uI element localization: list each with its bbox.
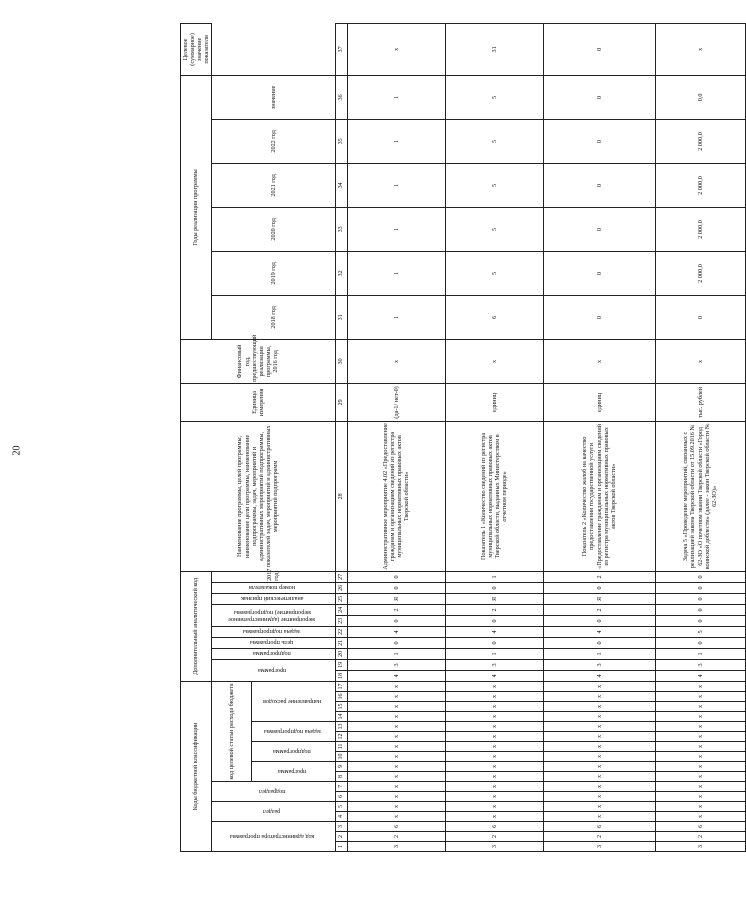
code-cell: x — [445, 792, 543, 802]
column-number: 20 — [335, 648, 347, 659]
row-year-value: 0 — [543, 119, 655, 163]
code-cell: 6 — [445, 822, 543, 832]
row-unit: единиц — [445, 383, 543, 421]
page-number: 20 — [11, 445, 23, 456]
code-cell: x — [445, 802, 543, 812]
code-cell: 0 — [445, 637, 543, 648]
row-fin-year: x — [655, 339, 745, 383]
column-number: 24 — [335, 604, 347, 615]
expense-direction-header: направление расходов — [252, 681, 335, 721]
row-year-value: 2 000,0 — [655, 207, 745, 251]
row-name: Административное мероприятие 4.02 «Предоставление гражданам и организациям сведений из регистра муниципальных нормативных правовых актов Тверской области» — [347, 421, 445, 571]
code-cell: x — [347, 732, 445, 742]
code-cell: 0 — [543, 582, 655, 593]
extra-indicator-header: номер показателя — [211, 582, 335, 593]
year-2019-header: 2019 год — [211, 251, 335, 295]
code-cell: 0 — [543, 615, 655, 626]
code-cell: 0 — [655, 582, 745, 593]
code-cell: x — [347, 802, 445, 812]
extra-subprogram-header: подпрограмма — [211, 648, 335, 659]
code-cell: x — [655, 752, 745, 762]
code-cell: x — [543, 742, 655, 752]
row-year-value: 0 — [655, 295, 745, 339]
code-cell: x — [543, 752, 655, 762]
code-cell: 1 — [445, 571, 543, 582]
column-number: 2 — [335, 832, 347, 842]
column-number: 10 — [335, 752, 347, 762]
column-number: 26 — [335, 582, 347, 593]
code-cell: 0 — [445, 582, 543, 593]
code-cell: x — [347, 692, 445, 702]
code-cell: 0 — [347, 582, 445, 593]
code-cell: x — [347, 752, 445, 762]
code-cell: 0 — [655, 637, 745, 648]
code-cell: x — [445, 762, 543, 772]
code-cell: x — [347, 702, 445, 712]
column-number: 6 — [335, 792, 347, 802]
years-header: Годы реализации программы — [181, 75, 212, 339]
code-cell: 1 — [655, 648, 745, 659]
code-cell: x — [445, 772, 543, 782]
extra-program-header: программа — [211, 659, 335, 681]
column-number: 31 — [335, 295, 347, 339]
column-number: 37 — [335, 23, 347, 75]
code-cell: x — [347, 812, 445, 822]
code-cell: 2 — [347, 604, 445, 615]
code-cell: x — [543, 802, 655, 812]
extra-code-header: Дополнительный аналитический код — [181, 571, 212, 681]
code-cell: 2 — [445, 604, 543, 615]
column-number: 4 — [335, 812, 347, 822]
extra-event-header: мероприятие (административное мероприятие) подпрограммы — [211, 604, 335, 626]
code-cell: x — [543, 792, 655, 802]
row-target: x — [655, 23, 745, 75]
code-cell: 3 — [445, 842, 543, 852]
table-row — [543, 23, 655, 851]
code-cell: 2 — [543, 832, 655, 842]
row-year-value: 2 000,0 — [655, 119, 745, 163]
code-cell: Я — [543, 593, 655, 604]
code-cell: 2 — [655, 832, 745, 842]
column-number: 15 — [335, 702, 347, 712]
subprogram-task-code-header: задача подпрограммы — [252, 722, 335, 742]
code-cell: 4 — [543, 626, 655, 637]
code-cell: 0 — [655, 604, 745, 615]
code-cell: 0 — [347, 571, 445, 582]
row-year-value: 5 — [445, 119, 543, 163]
code-cell: 4 — [655, 670, 745, 681]
rotated-table-frame — [180, 33, 740, 852]
extra-goal-header: цель программы — [211, 637, 335, 648]
target-column-header: Целевое (суммарное) значение показателя — [181, 23, 212, 75]
code-cell: x — [347, 782, 445, 792]
code-cell: 4 — [543, 670, 655, 681]
code-cell: 0 — [347, 615, 445, 626]
year-2022-header: 2022 год — [211, 119, 335, 163]
code-cell: x — [655, 812, 745, 822]
row-fin-year: x — [543, 339, 655, 383]
code-cell: x — [445, 722, 543, 732]
table-row — [347, 23, 445, 851]
row-fin-year: x — [347, 339, 445, 383]
extra-task-header: задача подпрограммы — [211, 626, 335, 637]
column-number: 22 — [335, 626, 347, 637]
row-unit: единиц — [543, 383, 655, 421]
code-cell: 6 — [347, 822, 445, 832]
column-number: 1 — [335, 842, 347, 852]
code-cell: x — [347, 742, 445, 752]
code-cell: x — [655, 762, 745, 772]
code-cell: x — [347, 681, 445, 691]
subprogram-code-header: подпрограмма — [252, 742, 335, 762]
column-number: 9 — [335, 762, 347, 772]
code-cell: x — [655, 732, 745, 742]
code-cell: x — [655, 802, 745, 812]
code-cell: 3 — [347, 659, 445, 670]
code-cell: x — [543, 762, 655, 772]
table-row — [445, 23, 543, 851]
row-year-value: 1 — [347, 207, 445, 251]
column-numbers-row — [335, 23, 347, 851]
row-year-value: 6 — [445, 295, 543, 339]
code-cell: x — [655, 772, 745, 782]
code-cell: 5 — [655, 626, 745, 637]
code-cell: 0 — [655, 593, 745, 604]
fin-year-column-header: Финансовый год, предшествующий реализации программы, 2016 год — [181, 339, 336, 383]
code-cell: x — [655, 792, 745, 802]
budget-codes-header: Коды бюджетной классификации — [181, 681, 212, 851]
code-cell: 3 — [655, 842, 745, 852]
code-cell: x — [543, 712, 655, 722]
code-cell: 3 — [655, 659, 745, 670]
column-number: 16 — [335, 692, 347, 702]
column-number: 13 — [335, 722, 347, 732]
column-number: 35 — [335, 119, 347, 163]
column-number: 5 — [335, 802, 347, 812]
code-cell: 4 — [445, 626, 543, 637]
code-cell: 2 — [543, 571, 655, 582]
row-year-value: 5 — [445, 207, 543, 251]
column-number: 14 — [335, 712, 347, 722]
table-row — [655, 23, 745, 851]
section-header: раздел — [211, 802, 335, 822]
row-year-value: 0 — [543, 75, 655, 119]
code-cell: x — [347, 712, 445, 722]
code-cell: x — [445, 732, 543, 742]
column-number: 25 — [335, 593, 347, 604]
code-cell: 0 — [655, 571, 745, 582]
code-cell: 1 — [445, 648, 543, 659]
code-cell: x — [347, 792, 445, 802]
admin-code-header: код администратора программы — [211, 822, 335, 852]
code-cell: 0 — [347, 637, 445, 648]
row-target: x — [347, 23, 445, 75]
row-name: Показатель 1 «Количество сведений из регистра муниципальных нормативных правовых актов Тверской области, выданных Министерством в отчетном периоде» — [445, 421, 543, 571]
code-cell: x — [655, 681, 745, 691]
code-cell: x — [445, 692, 543, 702]
column-number: 34 — [335, 163, 347, 207]
row-year-value: 0 — [543, 251, 655, 295]
code-cell: x — [445, 742, 543, 752]
code-cell: 3 — [445, 659, 543, 670]
code-cell: x — [543, 722, 655, 732]
code-cell: x — [445, 812, 543, 822]
code-cell: 3 — [543, 842, 655, 852]
row-year-value: 1 — [347, 295, 445, 339]
code-cell: 6 — [543, 822, 655, 832]
program-code-header: программа — [252, 762, 335, 782]
code-cell: 1 — [347, 648, 445, 659]
code-cell: 0 — [445, 615, 543, 626]
code-cell: 0 — [655, 615, 745, 626]
code-cell: x — [445, 681, 543, 691]
code-cell: 4 — [445, 670, 543, 681]
row-year-value: 1 — [347, 251, 445, 295]
column-number: 17 — [335, 681, 347, 691]
code-cell: 0 — [543, 637, 655, 648]
column-number: 30 — [335, 339, 347, 383]
row-year-value: 0 — [543, 295, 655, 339]
code-cell: x — [445, 782, 543, 792]
code-cell: x — [655, 742, 745, 752]
column-number: 3 — [335, 822, 347, 832]
column-number: 18 — [335, 670, 347, 681]
row-unit: тыс. рублей — [655, 383, 745, 421]
row-year-value: 2 000,0 — [655, 163, 745, 207]
code-cell: 2 — [543, 604, 655, 615]
year-2018-header: 2018 год — [211, 295, 335, 339]
code-cell: 6 — [655, 822, 745, 832]
code-cell: x — [347, 762, 445, 772]
row-year-value: 0 — [543, 207, 655, 251]
code-cell: x — [445, 752, 543, 762]
year-2021-header: 2021 год — [211, 163, 335, 207]
code-cell: x — [655, 782, 745, 792]
extra-sign-header: аналитический признак — [211, 593, 335, 604]
year-2020-header: 2020 год — [211, 207, 335, 251]
code-cell: 3 — [543, 659, 655, 670]
code-cell: x — [543, 681, 655, 691]
target-article-header: код целевой статьи расхода бюджета — [211, 681, 252, 781]
code-cell: x — [543, 732, 655, 742]
code-cell: x — [445, 712, 543, 722]
row-year-value: 5 — [445, 75, 543, 119]
column-number: 36 — [335, 75, 347, 119]
column-number: 21 — [335, 637, 347, 648]
code-cell: x — [347, 722, 445, 732]
row-year-value: 5 — [445, 251, 543, 295]
code-cell: 2 — [347, 832, 445, 842]
code-cell: 3 — [347, 842, 445, 852]
column-number: 8 — [335, 772, 347, 782]
row-year-value: 0,0 — [655, 75, 745, 119]
row-target: 0 — [543, 23, 655, 75]
code-cell: 4 — [347, 670, 445, 681]
unit-column-header: Единица измерения — [181, 383, 336, 421]
row-year-value: 0 — [543, 163, 655, 207]
subsection-header: подраздел — [211, 782, 335, 802]
code-cell: x — [655, 722, 745, 732]
row-name: Показатель 2 «Количество жалоб на качество предоставления государственной услуги «Предоставление гражданам и организациям сведений из регистра муниципальных нормативных правовых актов Тверской области» — [543, 421, 655, 571]
row-year-value: 1 — [347, 119, 445, 163]
column-number: 19 — [335, 659, 347, 670]
code-cell: x — [655, 702, 745, 712]
code-cell: x — [655, 692, 745, 702]
column-number: 29 — [335, 383, 347, 421]
code-cell: 1 — [543, 648, 655, 659]
target-value-header: значение — [211, 75, 335, 119]
code-cell: 4 — [347, 626, 445, 637]
column-number: 28 — [335, 421, 347, 571]
row-year-value: 1 — [347, 75, 445, 119]
row-unit: (да-1/ нет-0) — [347, 383, 445, 421]
column-number: 27 — [335, 571, 347, 582]
row-year-value: 2 000,0 — [655, 251, 745, 295]
code-cell: x — [445, 702, 543, 712]
column-number: 12 — [335, 732, 347, 742]
column-number: 11 — [335, 742, 347, 752]
name-column-header: Наименование программы, целей программы, наименование цели программы, наименование подпрограммы, задач, мероприятий и административных мероприятий подпрограммы, показателей задач, мероприятий и административных мероприятий подпрограмм — [181, 421, 336, 571]
code-cell: x — [543, 772, 655, 782]
code-cell: x — [347, 772, 445, 782]
row-target: 31 — [445, 23, 543, 75]
column-number: 32 — [335, 251, 347, 295]
program-table — [180, 23, 746, 852]
year-2017-header: 2017 год — [211, 571, 335, 582]
row-fin-year: x — [445, 339, 543, 383]
column-number: 23 — [335, 615, 347, 626]
column-number: 7 — [335, 782, 347, 792]
code-cell: x — [655, 712, 745, 722]
code-cell: x — [543, 692, 655, 702]
column-number: 33 — [335, 207, 347, 251]
row-year-value: 5 — [445, 163, 543, 207]
row-name: Задача 5 «Проведение мероприятий, связанных с реализацией закона Тверской области от 15.09.2016 № 62-ЗО «О почетном звании Тверской области «Город воинской доблести» (далее - закон Тверской области № 62-ЗО)» — [655, 421, 745, 571]
code-cell: x — [543, 782, 655, 792]
code-cell: x — [543, 812, 655, 822]
code-cell: 2 — [445, 832, 543, 842]
code-cell: Я — [347, 593, 445, 604]
row-year-value: 1 — [347, 163, 445, 207]
code-cell: Я — [445, 593, 543, 604]
code-cell: x — [543, 702, 655, 712]
